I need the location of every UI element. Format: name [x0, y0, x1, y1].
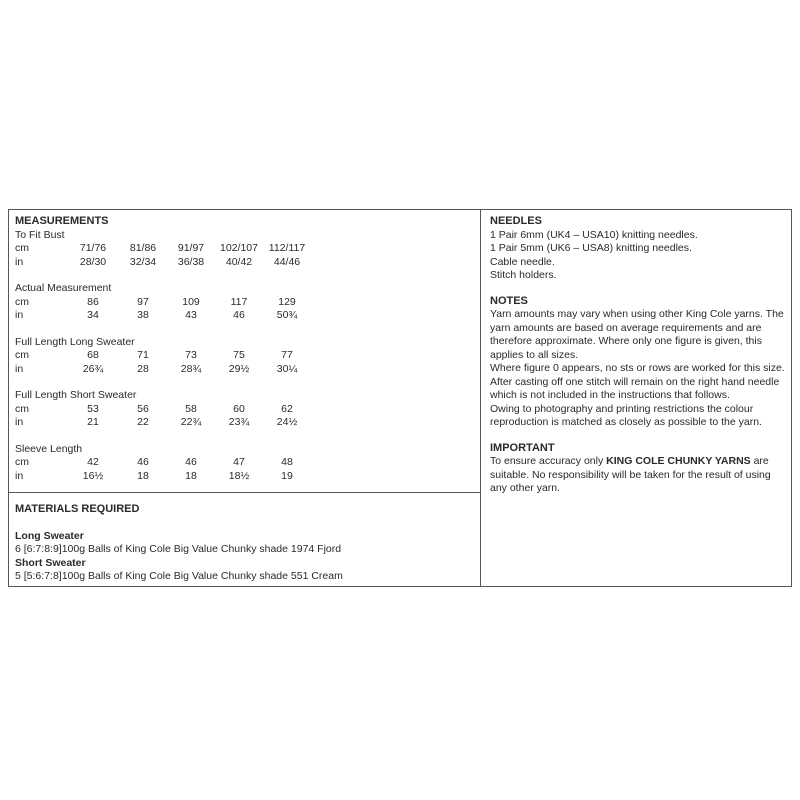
value-cell: 102/107	[220, 242, 258, 254]
value-cell: 81/86	[129, 242, 157, 254]
sleeve-length-title: Sleeve Length	[15, 442, 83, 455]
value-cell: 18	[185, 469, 197, 482]
needles-heading: NEEDLES	[490, 215, 542, 227]
actual-measurement-table	[15, 296, 311, 323]
table-row	[15, 403, 311, 417]
spacer	[490, 283, 786, 295]
value-cell: 44/46	[273, 255, 301, 268]
long-sweater-length-title: Full Length Long Sweater	[15, 335, 135, 348]
table-row	[15, 242, 311, 256]
value-cell: 21	[87, 416, 99, 428]
value-cell: 43	[185, 309, 197, 321]
value-cell: 40/42	[225, 255, 253, 268]
unit-label: in	[15, 362, 24, 375]
needles-line: Stitch holders.	[490, 269, 557, 281]
value-cell: 22¾	[180, 416, 202, 428]
short-sweater-label	[15, 557, 475, 571]
long-sweater-yarn: 6 [6:7:8:9]100g Balls of King Cole Big Value Chunky shade 1974 Fjord	[15, 543, 342, 555]
value-cell: 56	[137, 402, 149, 415]
long-sweater-label	[15, 530, 475, 544]
value-cell: 46	[233, 309, 245, 321]
important-text	[490, 455, 786, 496]
spacer	[490, 430, 786, 442]
short-sweater-title: Short Sweater	[15, 556, 86, 569]
value-cell: 42	[87, 456, 99, 468]
value-cell: 129	[278, 295, 296, 308]
right-column	[490, 215, 786, 496]
unit-label: cm	[15, 456, 29, 468]
important-text-end: are suitable. No responsibility will be taken for the result of using any other yarn.	[490, 455, 771, 494]
unit-label: in	[15, 309, 24, 321]
value-cell: 53	[87, 402, 99, 415]
value-cell: 16½	[82, 469, 104, 482]
notes-heading: NOTES	[490, 294, 528, 307]
notes-paragraph: Yarn amounts may vary when using other King Cole yarns. The yarn amounts are based on average requirements and are therefore approximate. Where only one figure is given, this applies to all sizes.	[490, 308, 784, 361]
value-cell: 47	[233, 456, 245, 468]
value-cell: 97	[137, 295, 149, 308]
value-cell: 46	[137, 456, 149, 468]
value-cell: 18½	[228, 469, 250, 482]
sleeve-length-table	[15, 456, 311, 483]
value-cell: 68	[87, 349, 99, 361]
materials-section	[15, 503, 475, 584]
value-cell: 86	[87, 295, 99, 308]
value-cell: 91/97	[177, 242, 205, 254]
to-fit-bust-title: To Fit Bust	[15, 228, 65, 241]
value-cell: 28¾	[180, 362, 202, 375]
value-cell: 71	[137, 349, 149, 361]
table-row	[15, 416, 311, 430]
value-cell: 71/76	[79, 242, 107, 254]
needles-line: Cable needle.	[490, 255, 555, 268]
column-divider	[480, 210, 481, 586]
unit-label: cm	[15, 242, 29, 254]
unit-label: in	[15, 469, 24, 482]
table-row	[15, 470, 311, 484]
value-cell: 58	[185, 402, 197, 415]
value-cell: 26¾	[82, 362, 104, 375]
unit-label: cm	[15, 402, 29, 415]
value-cell: 28/30	[79, 255, 107, 268]
unit-label: in	[15, 255, 24, 268]
pattern-info-box	[8, 209, 792, 587]
notes-paragraph: Where figure 0 appears, no sts or rows are worked for this size.	[490, 362, 785, 374]
short-sweater-length-table	[15, 403, 311, 430]
measurements-section	[15, 215, 475, 483]
unit-label: cm	[15, 295, 29, 308]
long-sweater-title: Long Sweater	[15, 529, 84, 542]
value-cell: 28	[137, 362, 149, 375]
value-cell: 73	[185, 349, 197, 361]
value-cell: 48	[281, 456, 293, 468]
short-sweater-length-title: Full Length Short Sweater	[15, 389, 137, 401]
table-row	[15, 456, 311, 470]
table-row	[15, 349, 311, 363]
notes-paragraph: Owing to photography and printing restrictions the colour reproduction is matched as closely as possible to the yarn.	[490, 402, 762, 428]
value-cell: 32/34	[129, 255, 157, 268]
table-row	[15, 309, 311, 323]
section-divider	[9, 492, 480, 493]
value-cell: 75	[233, 349, 245, 361]
value-cell: 19	[281, 469, 293, 482]
value-cell: 23¾	[228, 416, 250, 428]
needles-line: 1 Pair 5mm (UK6 – USA8) knitting needles.	[490, 242, 692, 254]
actual-measurement-title: Actual Measurement	[15, 282, 112, 294]
value-cell: 117	[230, 295, 248, 308]
short-sweater-yarn: 5 [5:6:7:8]100g Balls of King Cole Big Value Chunky shade 551 Cream	[15, 570, 343, 582]
value-cell: 18	[137, 469, 149, 482]
measurements-heading: MEASUREMENTS	[15, 215, 109, 227]
value-cell: 46	[185, 456, 197, 468]
unit-label: cm	[15, 349, 29, 361]
value-cell: 109	[182, 295, 200, 308]
value-cell: 77	[281, 349, 293, 361]
to-fit-bust-table	[15, 242, 311, 269]
notes-paragraph: After casting off one stitch will remain on the right hand needle which is not included in the instructions that follows.	[490, 375, 780, 401]
important-heading: IMPORTANT	[490, 441, 555, 454]
needles-line: 1 Pair 6mm (UK4 – USA10) knitting needles.	[490, 228, 698, 241]
value-cell: 34	[87, 309, 99, 321]
unit-label: in	[15, 416, 24, 428]
long-sweater-length-table	[15, 349, 311, 376]
value-cell: 24½	[276, 416, 298, 428]
important-text-start: To ensure accuracy only	[490, 455, 607, 467]
table-row	[15, 256, 311, 270]
table-row	[15, 363, 311, 377]
table-row	[15, 296, 311, 310]
value-cell: 29½	[228, 362, 250, 375]
value-cell: 60	[233, 402, 245, 415]
value-cell: 38	[137, 309, 149, 321]
value-cell: 36/38	[177, 255, 205, 268]
important-yarn-name: KING COLE CHUNKY YARNS	[606, 455, 751, 467]
value-cell: 112/117	[268, 242, 306, 254]
value-cell: 22	[137, 416, 149, 428]
value-cell: 30¼	[276, 362, 298, 375]
value-cell: 62	[281, 402, 293, 415]
value-cell: 50¾	[276, 309, 298, 321]
materials-heading: MATERIALS REQUIRED	[15, 503, 140, 515]
